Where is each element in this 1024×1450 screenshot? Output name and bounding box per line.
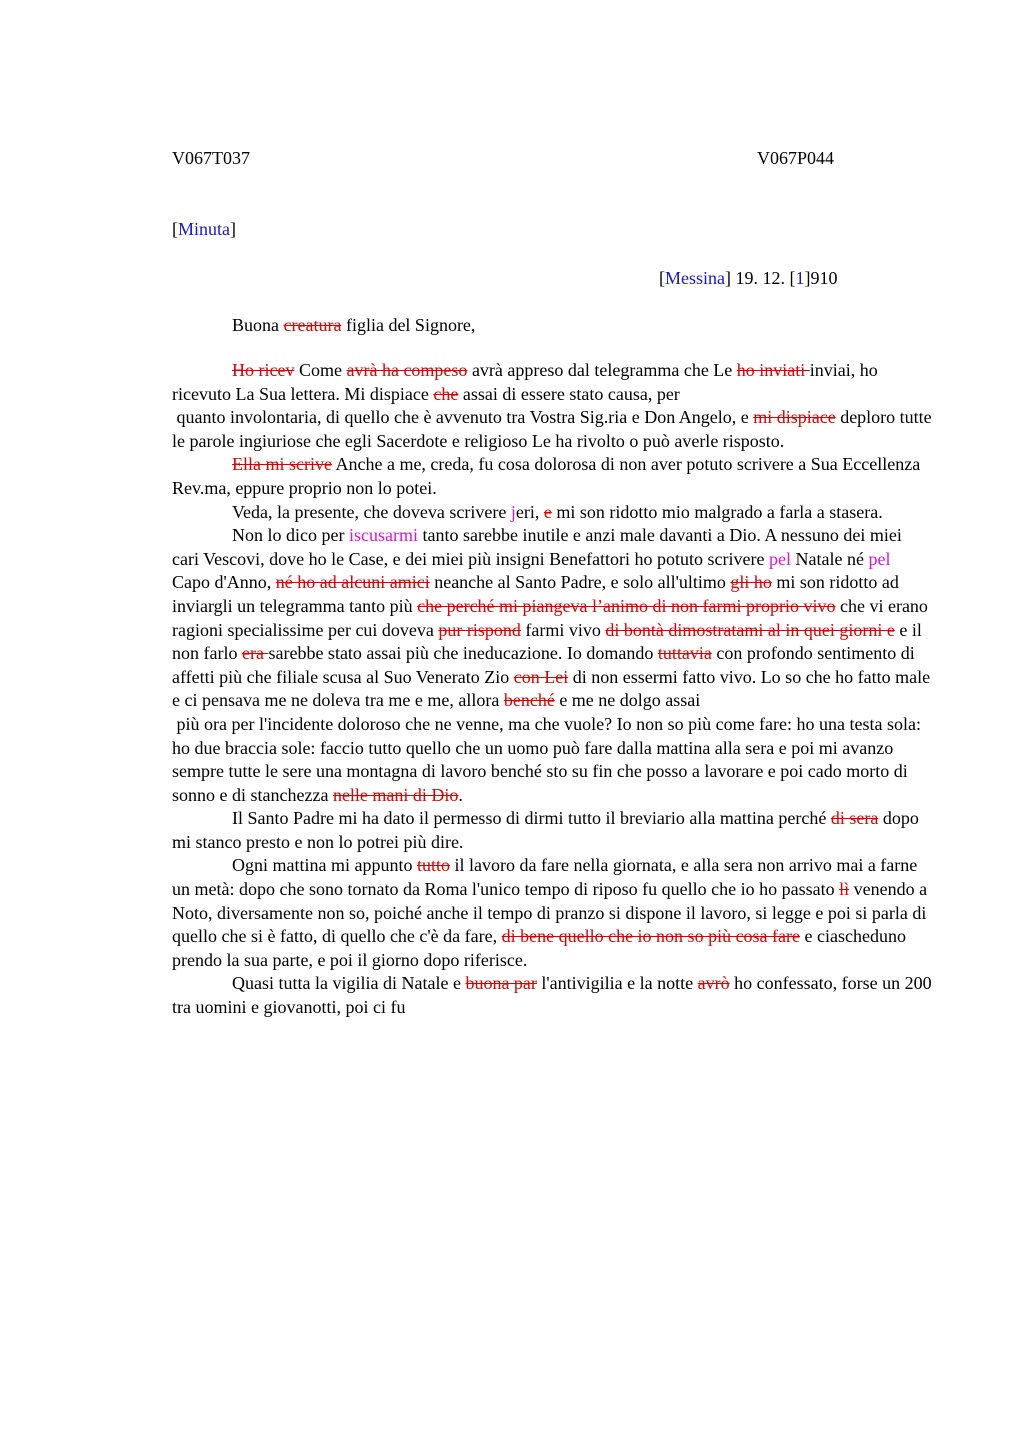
dateline-place: Messina [665,268,725,288]
paragraph [172,854,932,972]
text-run: figlia del Signore, [341,315,476,335]
salutation [232,312,475,338]
deleted-text: buona par [465,973,537,994]
corrected-text: iscusarmi [348,525,418,546]
deleted-text: creatura [283,315,342,335]
deleted-text: di bene quello che io non so più cosa fare [501,926,801,947]
bracket-open: [ [172,219,178,239]
deleted-text: mi dispiace [753,407,836,428]
paragraph [172,359,937,453]
deleted-text: che [433,383,459,404]
text-run: Ogni mattina mi appunto [232,855,417,876]
text-run: dopo mi stanco presto e non lo potrei più dire. [172,808,924,852]
deleted-text: tutto [416,855,450,876]
corrected-text: pel [769,548,792,569]
dateline-open: [ [659,268,665,288]
text-run: Il Santo Padre mi ha dato il permesso di dirmi tutto il breviario alla mattina perché [232,808,831,829]
text-run: e me ne dolgo assai più ora per l'incidente doloroso che ne venne, ma che vuole? Io non so più come fare: ho una testa sola: ho due braccia sole: faccio tutto quello che un uomo può fare dalla mattina alla sera e poi mi avanzo sempre tutte le sere una montagna di lavoro benché sto su fin che posso a lavorare e poi cado morto di sonno e di stanchezza [172,690,921,805]
text-run: deploro tutte le parole ingiuriose che egli Sacerdote e religioso Le ha rivolto o può averle risposto. [172,407,937,451]
text-run: Natale né [791,548,869,569]
corrected-text: pel [868,548,891,569]
text-run: ho confessato, forse un 200 tra uomini e giovanotti, poi ci fu [172,973,937,1018]
deleted-text: Ho ricev [232,360,295,380]
text-run: farmi vivo [520,619,606,640]
text-run: mi son ridotto mio malgrado a farla a stasera. [551,501,883,522]
text-run: di non essermi fatto vivo. Lo so che ho fatto male e ci pensava me ne doleva tra me e me, allora [172,666,935,711]
dateline-year: ]910 [804,268,838,288]
dateline-century: 1 [795,268,805,288]
text-run: l'antivigilia e la notte [536,973,698,994]
deleted-text: di bontà dimostratami al in quei giorni e [605,619,895,640]
text-run: Come [294,360,347,380]
text-run: assai di essere stato causa, per quanto involontaria, di quello che è avvenuto tra Vostra Sig.ria e Don Angelo, e [176,383,749,428]
paragraph [172,453,932,500]
deleted-text: e [543,501,552,522]
deleted-text: tuttavia [657,643,712,664]
deleted-text: benché [503,690,555,711]
text-run: eri, [515,501,544,522]
text-run: tanto sarebbe inutile e anzi male davanti a Dio. A nessuno dei miei cari Vescovi, dove ho le Case, e dei miei più insigni Benefattori ho potuto scrivere [172,525,907,569]
dateline [659,265,838,291]
text-run: e il non farlo [172,619,927,664]
deleted-text: nelle mani di Dio [332,784,459,805]
text-run: Non lo dico per [232,525,349,546]
text-run: mi son ridotto ad inviargli un telegramma tanto più [172,572,904,616]
deleted-text: lì [839,879,850,900]
text-run: Veda, la presente, che doveva scrivere [232,501,511,522]
text-run: con profondo sentimento di affetti più che filiale scusa al Suo Venerato Zio [172,643,920,687]
corrected-text: j [510,501,516,522]
text-run: Quasi tutta la vigilia di Natale e [232,973,466,994]
document-code-left: V067T037 [172,148,250,168]
text-run: sarebbe stato assai più che ineducazione. Io domando [268,643,658,664]
text-run: Buona [232,315,284,335]
text-run: inviai, ho ricevuto La Sua lettera. Mi dispiace [172,360,883,404]
deleted-text: avrò [697,973,730,994]
letter-body [172,359,937,1020]
dateline-date: ] 19. 12. [ [725,268,796,288]
deleted-text: era [241,643,269,664]
text-run: neanche al Santo Padre, e solo all'ultimo [429,572,731,593]
deleted-text: con Lei [513,666,569,687]
text-run: e ciascheduno prendo la sua parte, e poi il giorno dopo riferisce. [172,926,911,970]
deleted-text: pur rispond [438,619,521,640]
paragraph [172,501,932,525]
paragraph [172,972,937,1019]
text-run: Anche a me, creda, fu cosa dolorosa di non aver potuto scrivere a Sua Eccellenza Rev.ma, eppure proprio non lo potei. [172,454,925,498]
draft-label [172,216,236,242]
bracket-close: ] [230,219,236,239]
deleted-text: Ella mi scrive [232,454,332,475]
paragraph [172,524,935,807]
draft-label-text: Minuta [178,219,230,239]
deleted-text: né ho ad alcuni amici [275,572,430,593]
deleted-text: che perché mi piangeva l’animo di non farmi proprio vivo [417,595,836,616]
text-run: che vi erano ragioni specialissime per cui doveva [172,595,933,640]
deleted-text: avrà ha compeso [346,360,468,380]
deleted-text: gli ho [730,572,772,593]
paragraph [172,807,932,854]
deleted-text: di sera [830,808,879,829]
deleted-text: ho inviati [736,360,810,380]
text-run: il lavoro da fare nella giornata, e alla sera non arrivo mai a farne un metà: dopo che sono tornato da Roma l'unico tempo di riposo fu quello che io ho passato [172,855,922,900]
document-code-right: V067P044 [757,148,835,168]
text-run: . [458,784,463,805]
text-run: venendo a Noto, diversamente non so, poiché anche il tempo di pranzo si dispone il lavoro, si legge e poi si parla di quello che si è fatto, di quello che c'è da fare, [172,879,932,947]
text-run: Capo d'Anno, [172,548,895,593]
text-run: avrà appreso dal telegramma che Le [467,360,737,380]
